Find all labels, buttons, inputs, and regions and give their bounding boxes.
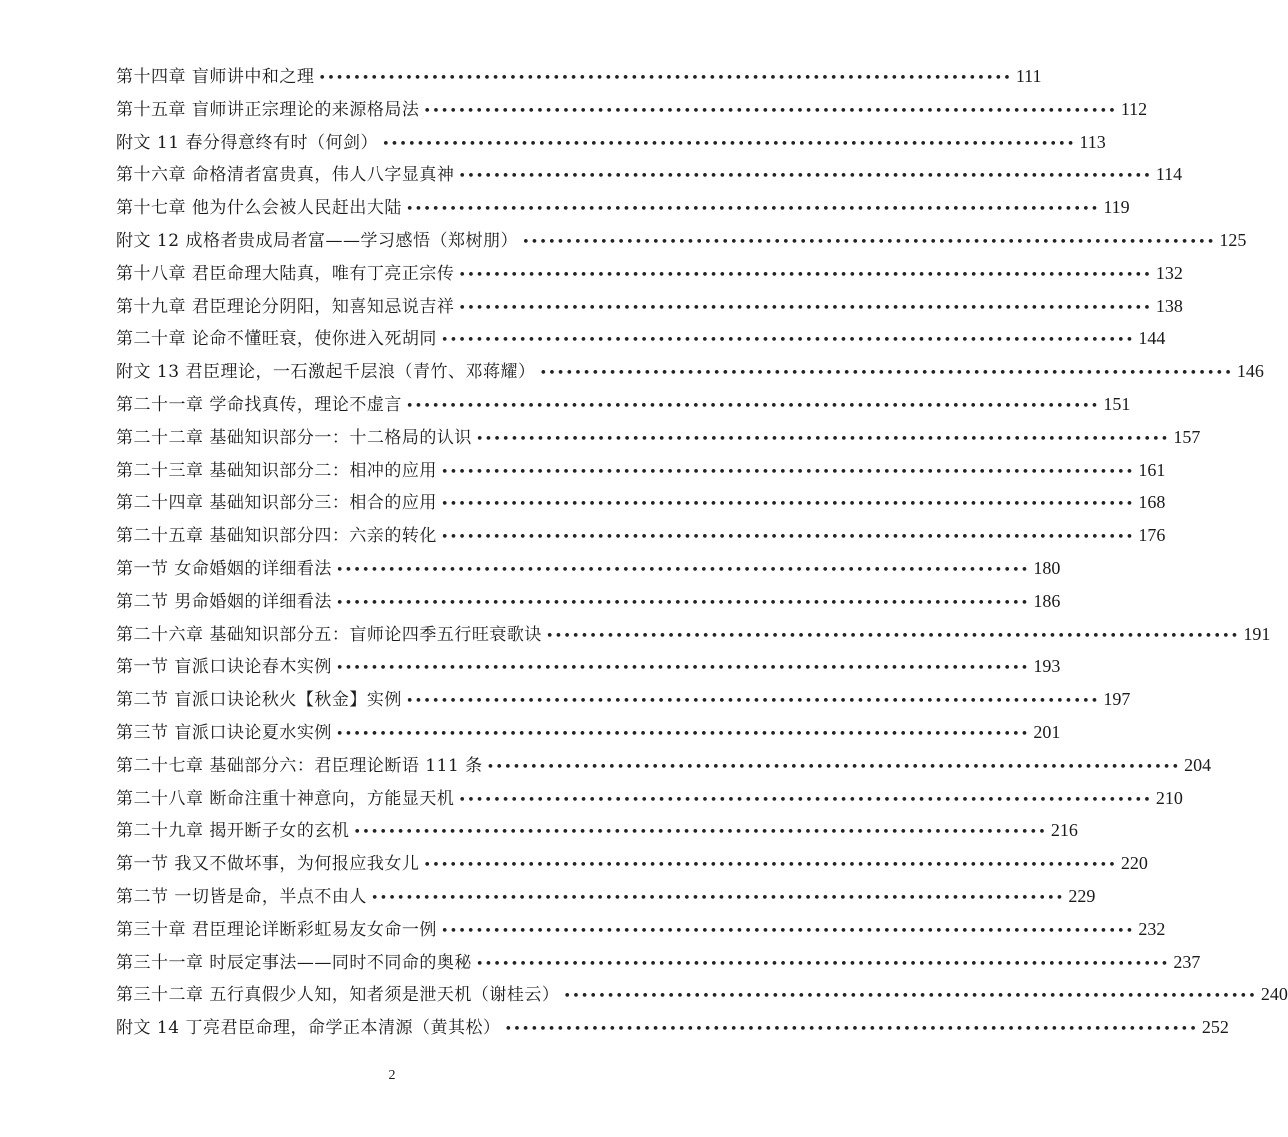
toc-entry-page: 114 — [1155, 164, 1183, 185]
dot-leader: •••••••••••••••••••••••••••••••••••••••••••••••••••••••••••••••••••••••••••••••• — [486, 759, 1181, 775]
toc-entry[interactable] — [116, 519, 1166, 552]
toc-entry-title: 第一节 我又不做坏事，为何报应我女儿 — [116, 854, 420, 875]
toc-entry[interactable] — [116, 93, 1148, 126]
toc-entry[interactable] — [116, 257, 1183, 290]
toc-entry[interactable] — [116, 978, 1288, 1011]
toc-entry[interactable] — [116, 880, 1096, 913]
dot-leader: •••••••••••••••••••••••••••••••••••••••••••••••••••••••••••••••••••••••••••••••• — [440, 530, 1135, 546]
toc-entry[interactable] — [116, 847, 1148, 880]
toc-entry-page: 111 — [1015, 66, 1042, 86]
toc-entry-title: 附文 14 丁亮君臣命理，命学正本清源（黄其松） — [116, 1018, 501, 1039]
toc-entry-page: 193 — [1033, 656, 1061, 677]
toc-entry-page: 216 — [1050, 820, 1078, 841]
toc-entry[interactable] — [116, 486, 1166, 519]
toc-entry-page: 146 — [1236, 361, 1264, 382]
toc-entry-page: 201 — [1033, 721, 1061, 742]
toc-entry-title: 第三十章 君臣理论详断彩虹易友女命一例 — [116, 919, 437, 940]
dot-leader: •••••••••••••••••••••••••••••••••••••••••••••••••••••••••••••••••••••••••••••••• — [475, 956, 1170, 972]
toc-entry-title: 第十五章 盲师讲正宗理论的来源格局法 — [116, 99, 420, 120]
toc-entry[interactable] — [116, 946, 1201, 979]
toc-entry[interactable] — [116, 913, 1166, 946]
toc-entry-page: 125 — [1219, 229, 1247, 250]
toc-entry[interactable] — [116, 650, 1061, 683]
toc-entry[interactable] — [116, 716, 1061, 749]
dot-leader: •••••••••••••••••••••••••••••••••••••••••••••••••••••••••••••••••••••••••••••••• — [458, 267, 1152, 283]
toc-entry-page: 144 — [1138, 328, 1166, 349]
dot-leader: •••••••••••••••••••••••••••••••••••••••••••••••••••••••••••••••••••••••••••••••• — [381, 136, 1076, 152]
dot-leader: •••••••••••••••••••••••••••••••••••••••••••••••••••••••••••••••••••••••••••••••• — [370, 890, 1065, 906]
toc-entry-page: 112 — [1120, 98, 1148, 119]
toc-entry-page: 252 — [1201, 1017, 1229, 1038]
toc-entry-title: 第二十九章 揭开断子女的玄机 — [116, 821, 350, 842]
dot-leader: •••••••••••••••••••••••••••••••••••••••••••••••••••••••••••••••••••••••••••••••• — [405, 694, 1100, 710]
table-of-contents — [116, 60, 1288, 1044]
dot-leader: •••••••••••••••••••••••••••••••••••••••••••••••••••••••••••••••••••••••••••••••• — [353, 825, 1047, 841]
toc-entry-page: 191 — [1243, 623, 1271, 644]
toc-entry[interactable] — [116, 355, 1264, 388]
dot-leader: •••••••••••••••••••••••••••••••••••••••••••••••••••••••••••••••••••••••••••••••• — [475, 431, 1170, 447]
dot-leader: •••••••••••••••••••••••••••••••••••••••••••••••••••••••••••••••••••••••••••••••• — [423, 103, 1117, 119]
dot-leader: •••••••••••••••••••••••••••••••••••••••••••••••••••••••••••••••••••••••••••••••• — [440, 464, 1135, 480]
toc-entry-page: 237 — [1173, 951, 1201, 972]
toc-entry-page: 132 — [1155, 262, 1183, 283]
toc-entry-page: 197 — [1103, 689, 1131, 710]
dot-leader: •••••••••••••••••••••••••••••••••••••••••••••••••••••••••••••••••••••••••••••••• — [335, 562, 1030, 578]
toc-entry-page: 229 — [1068, 885, 1096, 906]
toc-entry-page: 119 — [1103, 197, 1130, 218]
dot-leader: •••••••••••••••••••••••••••••••••••••••••••••••••••••••••••••••••••••••••••••••• — [318, 71, 1012, 86]
toc-entry-title: 第二十一章 学命找真传，理论不虚言 — [116, 394, 402, 415]
dot-leader: •••••••••••••••••••••••••••••••••••••••••••••••••••••••••••••••••••••••••••••••• — [440, 497, 1135, 513]
toc-entry[interactable] — [116, 126, 1106, 159]
toc-entry-page: 232 — [1138, 918, 1166, 939]
toc-entry-page: 168 — [1138, 492, 1166, 513]
dot-leader: •••••••••••••••••••••••••••••••••••••••••••••••••••••••••••••••••••••••••••••••• — [458, 300, 1152, 316]
toc-entry[interactable] — [116, 1011, 1229, 1044]
dot-leader: •••••••••••••••••••••••••••••••••••••••••••••••••••••••••••••••••••••••••••••••• — [521, 234, 1216, 250]
toc-entry[interactable] — [116, 749, 1212, 782]
toc-entry-page: 151 — [1103, 393, 1131, 414]
dot-leader: •••••••••••••••••••••••••••••••••••••••••••••••••••••••••••••••••••••••••••••••• — [504, 1022, 1198, 1038]
toc-entry-title: 第二十二章 基础知识部分一：十二格局的认识 — [116, 427, 472, 448]
toc-entry[interactable] — [116, 454, 1166, 487]
dot-leader: •••••••••••••••••••••••••••••••••••••••••••••••••••••••••••••••••••••••••••••••• — [405, 202, 1100, 218]
toc-entry-title: 第二十七章 基础部分六：君臣理论断语 111 条 — [116, 755, 483, 776]
toc-entry-page: 161 — [1138, 459, 1166, 480]
toc-entry[interactable] — [116, 814, 1078, 847]
toc-entry-page: 157 — [1173, 426, 1201, 447]
toc-entry-title: 第二节 男命婚姻的详细看法 — [116, 591, 332, 612]
toc-entry-title: 第二十三章 基础知识部分二：相冲的应用 — [116, 460, 437, 481]
toc-entry-title: 第十七章 他为什么会被人民赶出大陆 — [116, 198, 402, 219]
toc-entry[interactable] — [116, 388, 1131, 421]
toc-entry-page: 180 — [1033, 557, 1061, 578]
page-number: 2 — [388, 1068, 396, 1083]
toc-entry[interactable] — [116, 421, 1201, 454]
dot-leader: •••••••••••••••••••••••••••••••••••••••••••••••••••••••••••••••••••••••••••••••• — [539, 366, 1233, 382]
toc-entry-title: 第一节 盲派口诀论春木实例 — [116, 657, 332, 678]
toc-entry[interactable] — [116, 60, 1042, 93]
toc-entry[interactable] — [116, 782, 1183, 815]
toc-entry-title: 第二节 盲派口诀论秋火【秋金】实例 — [116, 690, 402, 711]
toc-entry[interactable] — [116, 683, 1131, 716]
toc-entry-page: 240 — [1260, 984, 1288, 1005]
dot-leader: •••••••••••••••••••••••••••••••••••••••••••••••••••••••••••••••••••••••••••••••• — [563, 989, 1257, 1005]
toc-entry[interactable] — [116, 618, 1271, 651]
toc-entry-page: 220 — [1120, 853, 1148, 874]
dot-leader: •••••••••••••••••••••••••••••••••••••••••••••••••••••••••••••••••••••••••••••••• — [440, 923, 1135, 939]
toc-entry-title: 第一节 女命婚姻的详细看法 — [116, 558, 332, 579]
toc-entry-title: 第三十一章 时辰定事法——同时不同命的奥秘 — [116, 952, 472, 973]
toc-entry-title: 第二十五章 基础知识部分四：六亲的转化 — [116, 526, 437, 547]
toc-entry-title: 附文 11 春分得意终有时（何剑） — [116, 132, 378, 153]
toc-entry-title: 第二十八章 断命注重十神意向，方能显天机 — [116, 788, 455, 809]
toc-entry-title: 第二节 一切皆是命，半点不由人 — [116, 886, 367, 907]
toc-entry-title: 第十八章 君臣命理大陆真，唯有丁亮正宗传 — [116, 263, 455, 284]
dot-leader: •••••••••••••••••••••••••••••••••••••••••••••••••••••••••••••••••••••••••••••••• — [405, 398, 1100, 414]
toc-entry-page: 204 — [1184, 754, 1212, 775]
toc-entry[interactable] — [116, 322, 1166, 355]
toc-entry[interactable] — [116, 290, 1183, 323]
dot-leader: •••••••••••••••••••••••••••••••••••••••••••••••••••••••••••••••••••••••••••••••• — [423, 858, 1117, 874]
toc-entry-title: 第二十四章 基础知识部分三：相合的应用 — [116, 493, 437, 514]
toc-entry[interactable] — [116, 158, 1183, 191]
toc-entry-title: 第十九章 君臣理论分阴阳，知喜知忌说吉祥 — [116, 296, 455, 317]
toc-entry[interactable] — [116, 552, 1061, 585]
dot-leader: •••••••••••••••••••••••••••••••••••••••••••••••••••••••••••••••••••••••••••••••• — [545, 628, 1240, 644]
toc-entry-page: 210 — [1155, 787, 1183, 808]
toc-entry-page: 176 — [1138, 525, 1166, 546]
toc-entry[interactable] — [116, 191, 1130, 224]
toc-entry-title: 第二十章 论命不懂旺衰，使你进入死胡同 — [116, 329, 437, 350]
dot-leader: •••••••••••••••••••••••••••••••••••••••••••••••••••••••••••••••••••••••••••••••• — [335, 726, 1030, 742]
toc-entry-title: 第十四章 盲师讲中和之理 — [116, 67, 315, 87]
dot-leader: •••••••••••••••••••••••••••••••••••••••••••••••••••••••••••••••••••••••••••••••• — [458, 169, 1152, 185]
dot-leader: •••••••••••••••••••••••••••••••••••••••••••••••••••••••••••••••••••••••••••••••• — [335, 595, 1030, 611]
toc-entry-title: 第三节 盲派口诀论夏水实例 — [116, 722, 332, 743]
toc-entry-page: 186 — [1033, 590, 1061, 611]
toc-entry-page: 138 — [1155, 295, 1183, 316]
toc-entry[interactable] — [116, 585, 1061, 618]
toc-entry-title: 第十六章 命格清者富贵真，伟人八字显真神 — [116, 165, 455, 186]
dot-leader: •••••••••••••••••••••••••••••••••••••••••••••••••••••••••••••••••••••••••••••••• — [335, 661, 1030, 677]
dot-leader: •••••••••••••••••••••••••••••••••••••••••••••••••••••••••••••••••••••••••••••••• — [458, 792, 1152, 808]
toc-entry-title: 第三十二章 五行真假少人知，知者须是泄天机（谢桂云） — [116, 985, 560, 1006]
toc-entry-title: 附文 12 成格者贵成局者富——学习感悟（郑树朋） — [116, 230, 518, 251]
toc-entry-title: 附文 13 君臣理论，一石激起千层浪（青竹、邓蒋耀） — [116, 362, 536, 383]
dot-leader: •••••••••••••••••••••••••••••••••••••••••••••••••••••••••••••••••••••••••••••••• — [440, 333, 1135, 349]
toc-entry-page: 113 — [1079, 131, 1106, 152]
toc-entry-title: 第二十六章 基础知识部分五：盲师论四季五行旺衰歌诀 — [116, 624, 542, 645]
toc-entry[interactable] — [116, 224, 1247, 257]
